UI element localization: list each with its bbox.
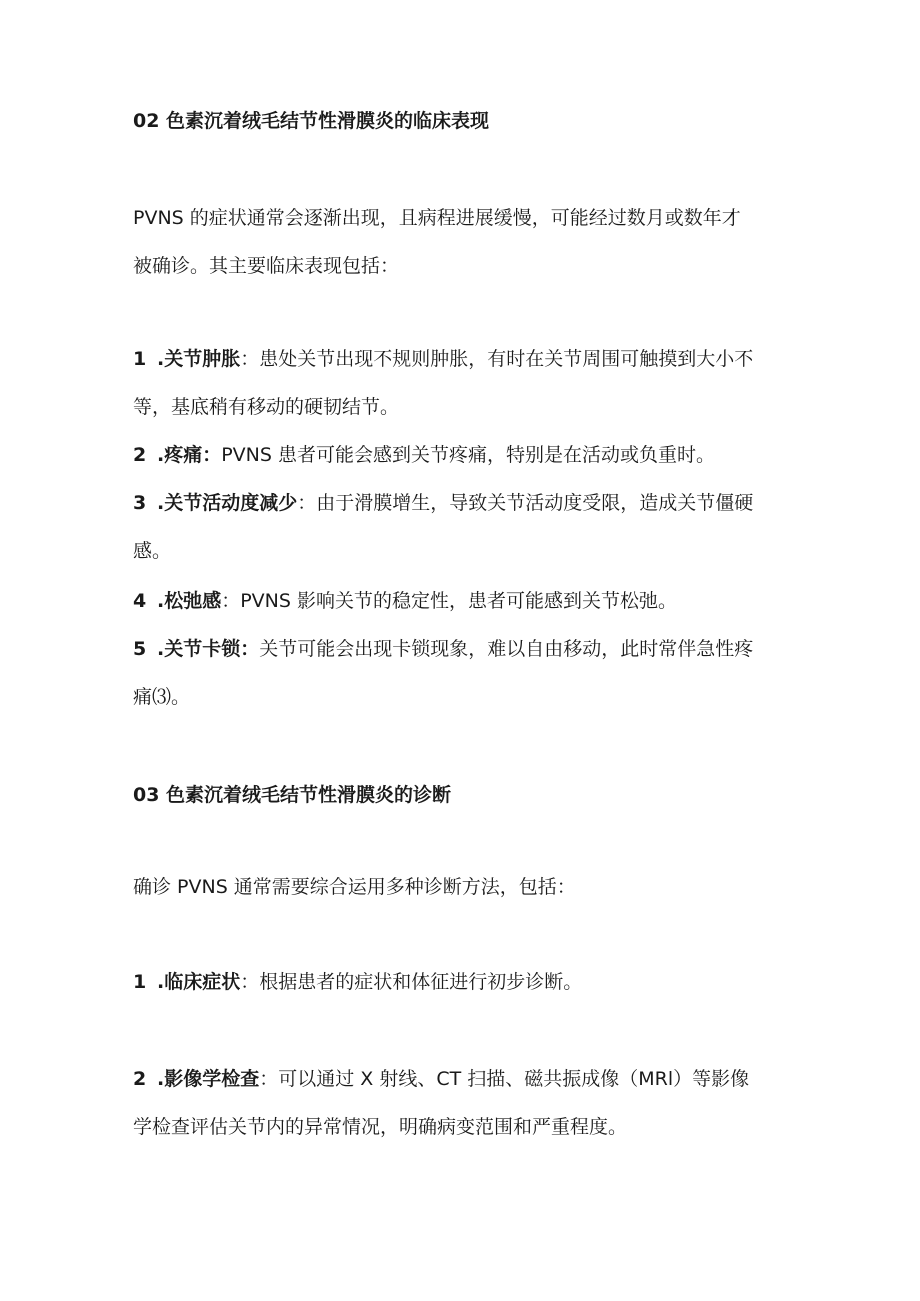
item-text: ：可以通过 X 射线、CT 扫描、磁共振成像（MRl）等影像: [259, 1068, 750, 1090]
item-term: .关节卡锁：: [157, 638, 260, 660]
symptom-item-2: [133, 431, 793, 479]
item-text: 痛⑶。: [133, 686, 191, 708]
diagnosis-item-1: [133, 958, 793, 1006]
symptom-item-1: [133, 335, 793, 431]
section-2-heading: 02 色素沉着绒毛结节性滑膜炎的临床表现: [133, 110, 490, 132]
symptom-item-5: [133, 625, 793, 721]
item-text: 关节可能会出现卡锁现象，难以自由移动，此时常伴急性疼: [259, 638, 754, 660]
item-text: ：由于滑膜增生，导致关节活动度受限，造成关节僵硬: [297, 492, 754, 514]
item-term: .影像学检查: [157, 1068, 260, 1090]
item-number: 4: [133, 590, 147, 612]
item-term: .松弛感: [157, 590, 222, 612]
item-text: ：PVNS 影响关节的稳定性，患者可能感到关节松弛。: [221, 590, 677, 612]
section-3-intro: [133, 863, 793, 911]
intro-line: PVNS 的症状通常会逐渐出现，且病程进展缓慢，可能经过数月或数年才: [133, 207, 741, 229]
section-3-heading: 03 色素沉着绒毛结节性滑膜炎的诊断: [133, 784, 452, 806]
item-term: .关节活动度减少: [157, 492, 298, 514]
item-text: 等，基底稍有移动的硬韧结节。: [133, 396, 400, 418]
item-text: ：患处关节出现不规则肿胀，有时在关节周围可触摸到大小不: [240, 348, 754, 370]
item-term: .疼痛：: [157, 444, 222, 466]
item-text: PVNS 患者可能会感到关节疼痛，特别是在活动或负重时。: [221, 444, 715, 466]
item-text: ：根据患者的症状和体征进行初步诊断。: [240, 971, 583, 993]
item-number: 2: [133, 444, 147, 466]
symptom-item-3: [133, 479, 793, 575]
item-number: 1: [133, 348, 147, 370]
item-number: 1: [133, 971, 147, 993]
item-number: 3: [133, 492, 147, 514]
item-text: 学检查评估关节内的异常情况，明确病变范围和严重程度。: [133, 1116, 628, 1138]
intro-line: 被确诊。其主要临床表现包括：: [133, 255, 400, 277]
intro-line: 确诊 PVNS 通常需要综合运用多种诊断方法，包括：: [133, 876, 576, 898]
item-term: .临床症状: [157, 971, 241, 993]
item-term: .关节肿胀: [157, 348, 241, 370]
item-number: 5: [133, 638, 147, 660]
item-number: 2: [133, 1068, 147, 1090]
symptom-item-4: [133, 577, 793, 625]
section-2-intro: [133, 194, 793, 290]
diagnosis-item-2: [133, 1055, 793, 1151]
item-text: 感。: [133, 540, 172, 562]
